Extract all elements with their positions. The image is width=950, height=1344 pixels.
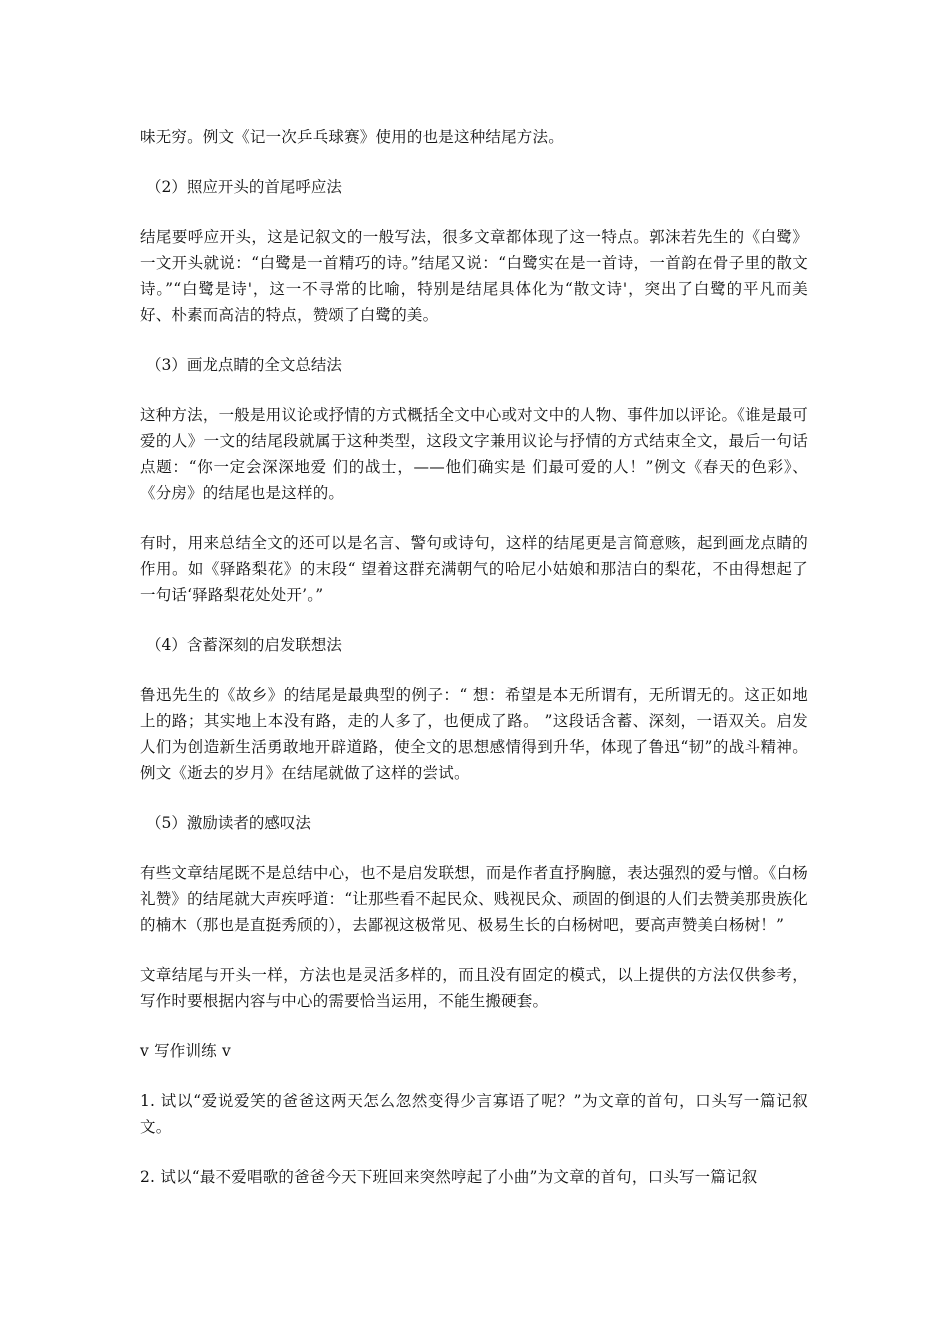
paragraph-gap xyxy=(140,1014,808,1038)
document-body xyxy=(140,124,808,1190)
paragraph-gap xyxy=(140,938,808,962)
paragraph-gap xyxy=(140,328,808,352)
section-heading-4: （4）含蓄深刻的启发联想法 xyxy=(146,636,342,654)
paragraph-quote-ending: 有时，用来总结全文的还可以是名言、警句或诗句，这样的结尾更是言简意赅，起到画龙点睛的作用。如《驿路梨花》的末段“ 望着这群充满朝气的哈尼小姑娘和那洁白的梨花，不由得想起了一句话‘驿路梨花处处开’。” xyxy=(140,534,808,604)
paragraph-exclamation-method: 有些文章结尾既不是总结中心，也不是启发联想，而是作者直抒胸臆，表达强烈的爱与憎。《白杨礼赞》的结尾就大声疾呼道：“让那些看不起民众、贱视民众、顽固的倒退的人们去赞美那贵族化的楠木（那也是直挺秀颀的），去鄙视这极常见、极易生长的白杨树吧，要高声赞美白杨树！” xyxy=(140,864,808,934)
paragraph-gap xyxy=(140,836,808,860)
paragraph-gap xyxy=(140,1140,808,1164)
paragraph-gap xyxy=(140,658,808,682)
paragraph-summary-method: 这种方法，一般是用议论或抒情的方式概括全文中心或对文中的人物、事件加以评论。《谁是最可爱的人》一文的结尾段就属于这种类型，这段文字兼用议论与抒情的方式结束全文，最后一句话点题：“你一定会深深地爱 们的战士，——他们确实是 们最可爱的人！”例文《春天的色彩》、《分房》的结尾也是这样的。 xyxy=(140,406,808,502)
section-heading-5: （5）激励读者的感叹法 xyxy=(146,814,311,832)
paragraph-gap xyxy=(140,1064,808,1088)
writing-practice-title: v 写作训练 v xyxy=(140,1042,231,1060)
paragraph-gap xyxy=(140,608,808,632)
paragraph-conclusion: 文章结尾与开头一样，方法也是灵活多样的，而且没有固定的模式，以上提供的方法仅供参考，写作时要根据内容与中心的需要恰当运用，不能生搬硬套。 xyxy=(140,966,808,1010)
section-heading-3: （3）画龙点睛的全文总结法 xyxy=(146,356,342,374)
paragraph-gap xyxy=(140,150,808,174)
paragraph-1: 味无穷。例文《记一次乒乓球赛》使用的也是这种结尾方法。 xyxy=(140,128,564,146)
paragraph-gap xyxy=(140,506,808,530)
exercise-item-1: 1. 试以“爱说爱笑的爸爸这两天怎么忽然变得少言寡语了呢？”为文章的首句，口头写一篇记叙文。 xyxy=(140,1092,808,1136)
exercise-item-2: 2. 试以“最不爱唱歌的爸爸今天下班回来突然哼起了小曲”为文章的首句，口头写一篇记叙 xyxy=(140,1168,758,1186)
paragraph-echo-method: 结尾要呼应开头，这是记叙文的一般写法，很多文章都体现了这一特点。郭沫若先生的《白鹭》一文开头就说：“白鹭是一首精巧的诗。”结尾又说：“白鹭实在是一首诗，一首韵在骨子里的散文诗。”“白鹭是诗'，这一不寻常的比喻，特别是结尾具体化为“散文诗'，突出了白鹭的平凡而美好、朴素而高洁的特点，赞颂了白鹭的美。 xyxy=(140,228,808,324)
paragraph-gap xyxy=(140,200,808,224)
section-heading-2: （2）照应开头的首尾呼应法 xyxy=(146,178,342,196)
paragraph-association-method: 鲁迅先生的《故乡》的结尾是最典型的例子：“ 想：希望是本无所谓有，无所谓无的。这正如地上的路；其实地上本没有路，走的人多了，也便成了路。 ”这段话含蓄、深刻，一语双关。启发人们为创造新生活勇敢地开辟道路，使全文的思想感情得到升华，体现了鲁迅“韧”的战斗精神。例文《逝去的岁月》在结尾就做了这样的尝试。 xyxy=(140,686,808,782)
paragraph-gap xyxy=(140,378,808,402)
paragraph-gap xyxy=(140,786,808,810)
